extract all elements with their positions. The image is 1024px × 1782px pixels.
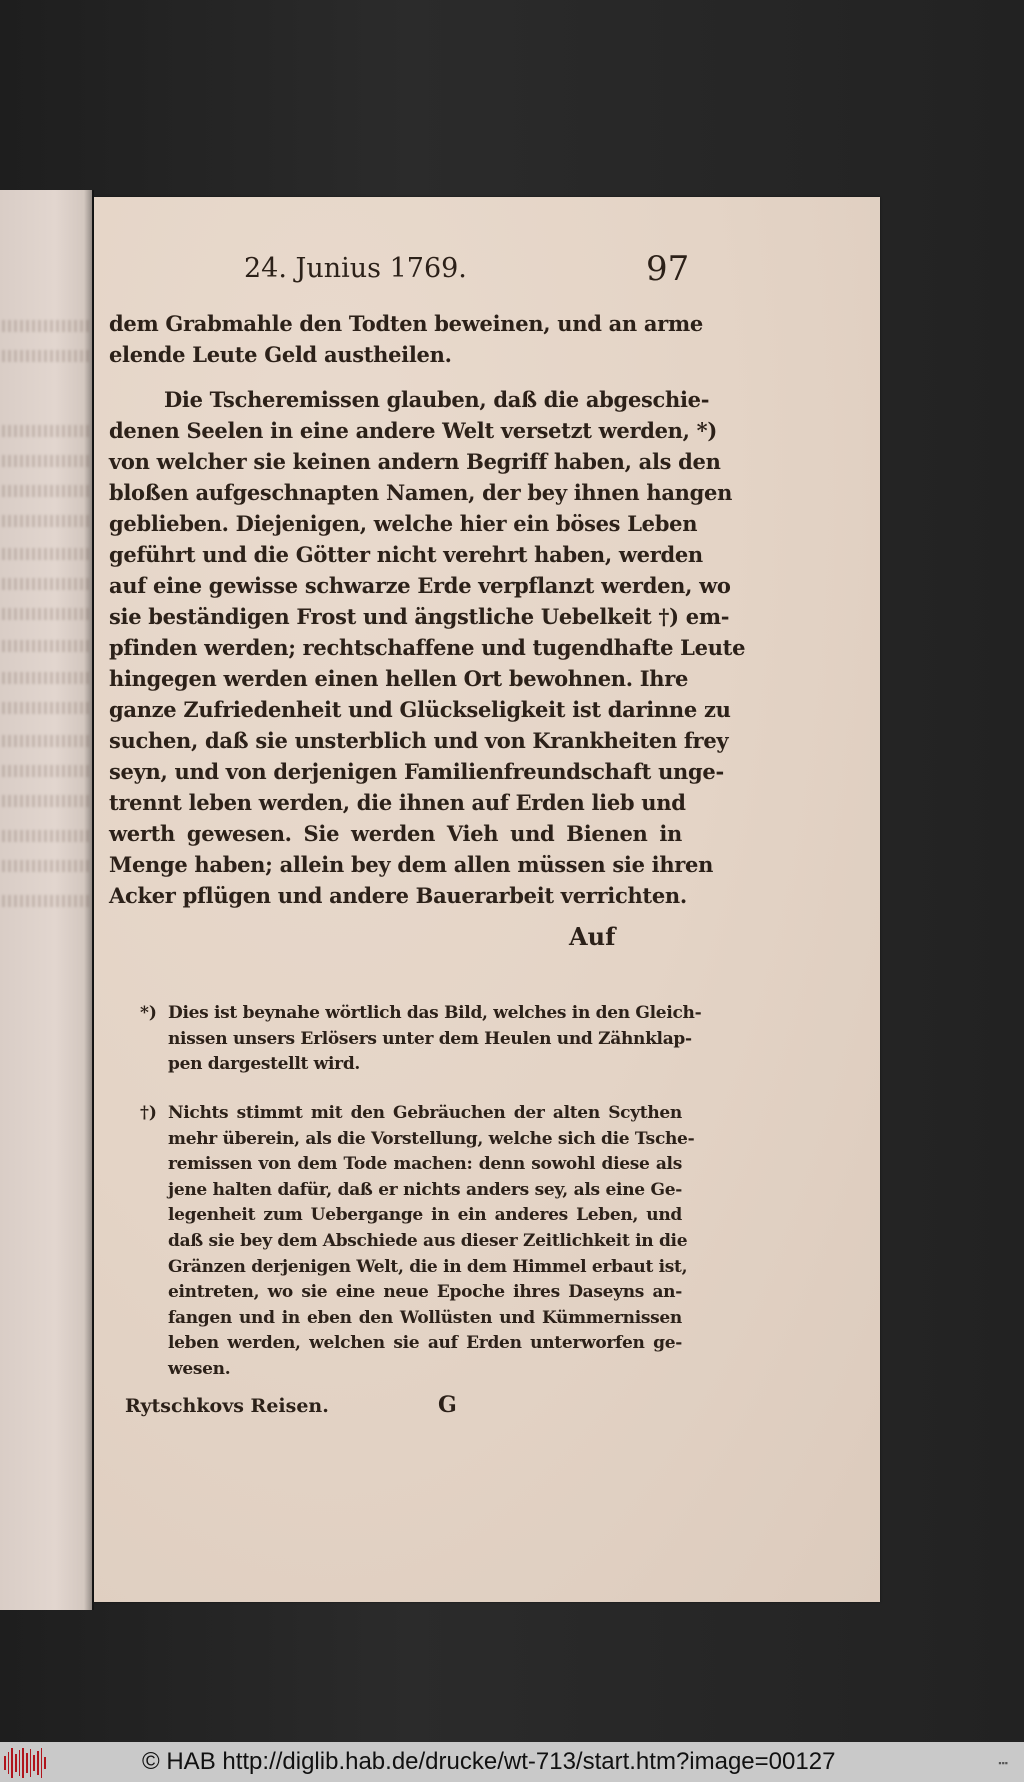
facing-page-bleedthrough [2, 608, 90, 620]
footnote-line: daß sie bey dem Abschiede aus dieser Zeitlichkeit in die [168, 1231, 688, 1251]
footnote-line: Dies ist beynahe wörtlich das Bild, welches in den Gleich- [168, 1003, 702, 1023]
body-text-line: suchen, daß sie unsterblich und von Krankheiten frey [109, 728, 729, 753]
logo-bar [30, 1749, 32, 1777]
footnote-line: mehr überein, als die Vorstellung, welche sich die Tsche- [168, 1128, 695, 1149]
menu-dots-icon[interactable]: ▪▪▪ [998, 1758, 1008, 1768]
footnote-line: wesen. [168, 1359, 231, 1379]
facing-page-bleedthrough [2, 735, 90, 747]
book-page [94, 197, 880, 1602]
body-text-line: pfinden werden; rechtschaffene und tugendhafte Leute [109, 635, 746, 660]
logo-bar [33, 1755, 35, 1771]
body-text-line: geblieben. Diejenigen, welche hier ein böses Leben [109, 511, 698, 536]
footnote-line: jene halten dafür, daß er nichts anders sey, als eine Ge- [168, 1179, 682, 1200]
facing-page-bleedthrough [2, 425, 90, 437]
copyright-link[interactable]: © HAB http://diglib.hab.de/drucke/wt-713/start.htm?image=00127 [142, 1748, 836, 1775]
logo-bar [37, 1751, 39, 1775]
facing-page-bleedthrough [2, 515, 90, 527]
body-text-line: denen Seelen in eine andere Welt versetzt werden, *) [109, 418, 717, 443]
page-number: 97 [646, 249, 690, 289]
body-text-line: elende Leute Geld austheilen. [109, 342, 452, 367]
footnote-line: legenheit zum Uebergange in ein anderes Leben, und [168, 1205, 682, 1226]
footnote-line: pen dargestellt wird. [168, 1054, 361, 1075]
facing-page-bleedthrough [2, 578, 90, 590]
body-text-line: auf eine gewisse schwarze Erde verpflanzt werden, wo [109, 573, 731, 598]
logo-bar [4, 1756, 6, 1770]
body-text-line: Menge haben; allein bey dem allen müssen sie ihren [109, 852, 714, 877]
footnote-line: remissen von dem Tode machen: denn sowohl diese als [168, 1154, 682, 1175]
footnote-line: fangen und in eben den Wollüsten und Kümmernissen [168, 1307, 682, 1328]
body-text-line: ganze Zufriedenheit und Glückseligkeit ist darinne zu [109, 697, 731, 722]
footnote-line: eintreten, wo sie eine neue Epoche ihres Daseyns an- [168, 1282, 682, 1303]
body-text-line: sie beständigen Frost und ängstliche Uebelkeit †) em- [109, 604, 730, 629]
footnote-marker: †) [140, 1103, 157, 1123]
footnote-marker: *) [140, 1003, 157, 1023]
logo-bar [15, 1754, 17, 1772]
logo-bar [11, 1748, 13, 1778]
footnote-line: nissen unsers Erlösers unter dem Heulen und Zähnklap- [168, 1028, 692, 1049]
logo-bar [44, 1757, 46, 1769]
logo-bar [22, 1748, 24, 1778]
footnote-line: Nichts stimmt mit den Gebräuchen der alten Scythen [168, 1103, 682, 1123]
facing-page-bleedthrough [2, 672, 90, 684]
body-text-line: Die Tscheremissen glauben, daß die abgeschie- [164, 387, 710, 412]
facing-page-bleedthrough [2, 702, 90, 714]
body-text-line: trennt leben werden, die ihnen auf Erden lieb und [109, 790, 686, 815]
logo-bar [41, 1748, 43, 1778]
running-title: 24. Junius 1769. [244, 253, 467, 284]
logo-bar [26, 1753, 28, 1773]
footnote-line: leben werden, welchen sie auf Erden unterworfen ge- [168, 1333, 682, 1354]
facing-page-bleedthrough [2, 350, 90, 362]
logo-bar [8, 1752, 10, 1774]
footnote-line: Gränzen derjenigen Welt, die in dem Himmel erbaut ist, [168, 1256, 688, 1277]
body-text-line: Acker pflügen und andere Bauerarbeit verrichten. [109, 883, 687, 908]
body-text-line: seyn, und von derjenigen Familienfreundschaft unge- [109, 759, 724, 784]
body-text-line: dem Grabmahle den Todten beweinen, und an arme [109, 311, 703, 336]
body-text-line: geführt und die Götter nicht verehrt haben, werden [109, 542, 703, 567]
body-text-line: von welcher sie keinen andern Begriff haben, als den [109, 449, 721, 474]
signature-mark: G [438, 1392, 457, 1418]
signature-title: Rytschkovs Reisen. [125, 1395, 329, 1417]
footer-bar [0, 1742, 1024, 1782]
facing-page-bleedthrough [2, 830, 90, 842]
facing-page-bleedthrough [2, 455, 90, 467]
facing-page-bleedthrough [2, 795, 90, 807]
logo-bar [19, 1750, 21, 1776]
body-text-line: werth gewesen. Sie werden Vieh und Bienen in [109, 821, 682, 846]
facing-page-bleedthrough [2, 320, 90, 332]
facing-page-bleedthrough [2, 548, 90, 560]
facing-page-bleedthrough [2, 860, 90, 872]
body-text-line: hingegen werden einen hellen Ort bewohnen. Ihre [109, 666, 689, 691]
hab-logo-icon [4, 1748, 46, 1778]
facing-page-bleedthrough [2, 485, 90, 497]
facing-page-bleedthrough [2, 640, 90, 652]
body-text-line: bloßen aufgeschnapten Namen, der bey ihnen hangen [109, 480, 733, 505]
facing-page-bleedthrough [2, 895, 90, 907]
catchword: Auf [569, 922, 616, 951]
facing-page-bleedthrough [2, 765, 90, 777]
